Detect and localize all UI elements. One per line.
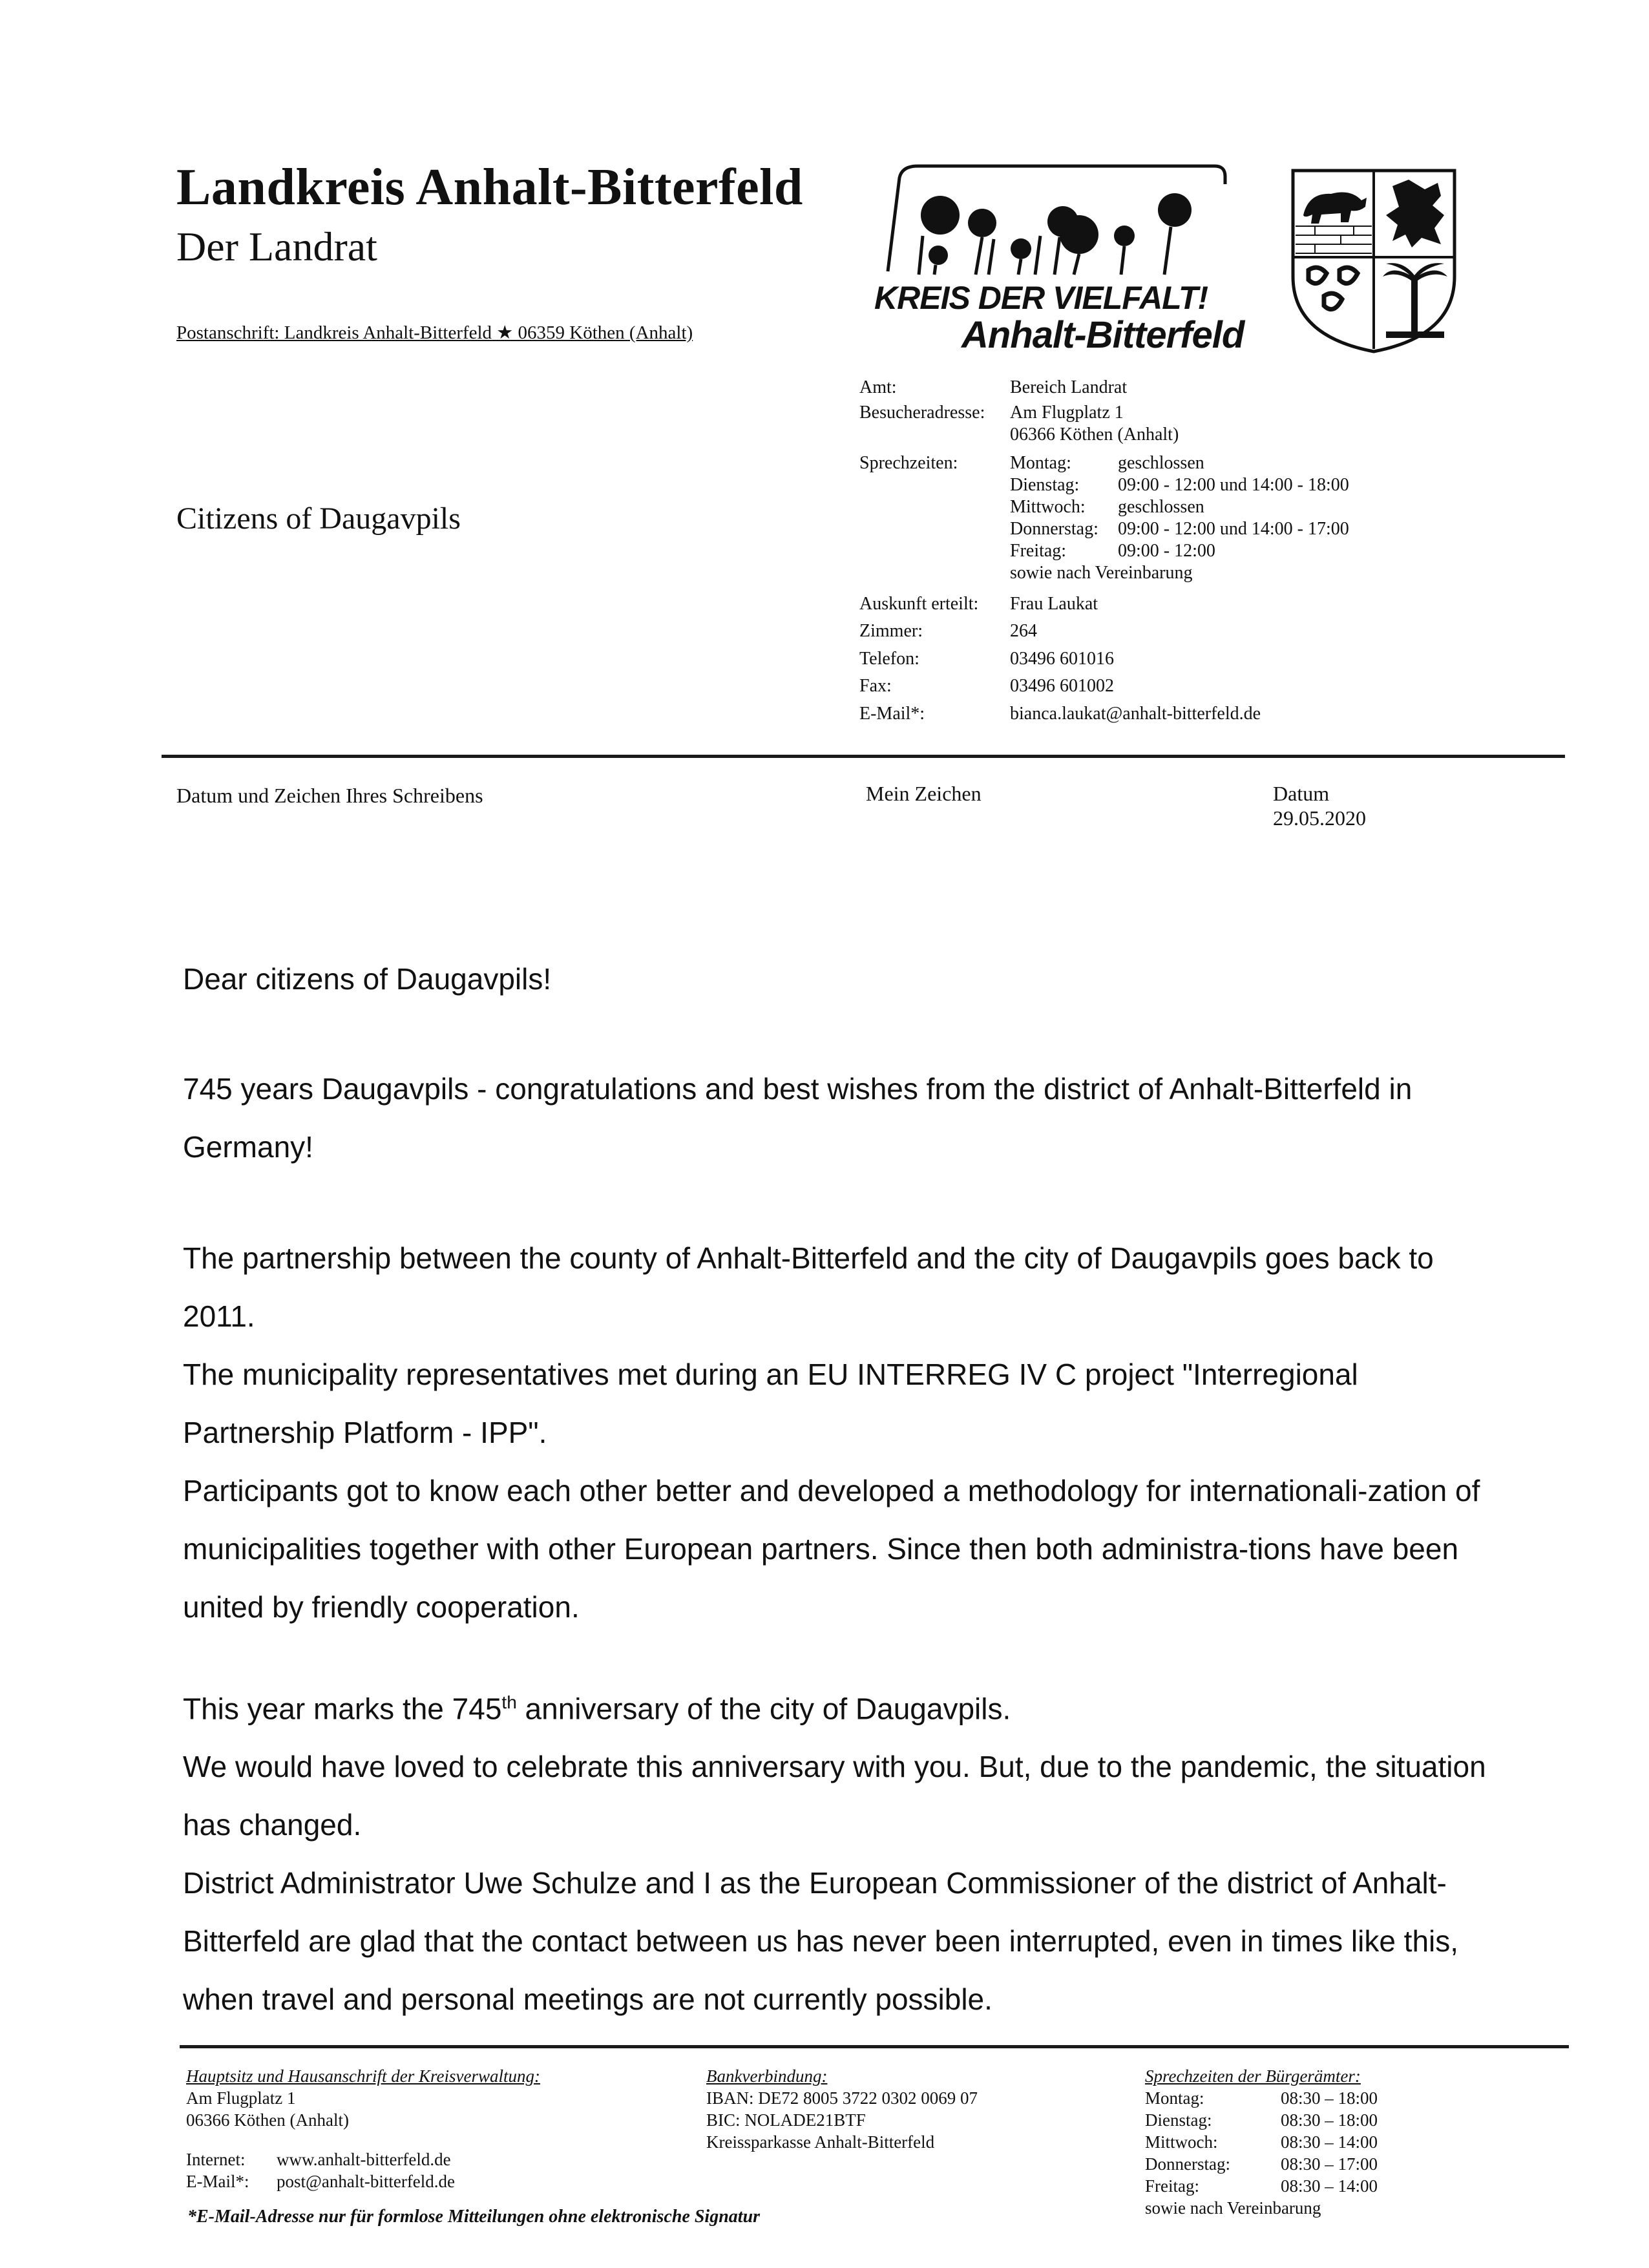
anniversary-text-rest: anniversary of the city of Daugavpils. — [516, 1692, 1011, 1726]
organization-subtitle: Der Landrat — [176, 224, 377, 269]
office-hours-day: Donnerstag: — [1145, 2154, 1230, 2174]
paragraph-2 — [183, 1229, 1495, 1636]
bank-iban: IBAN: DE72 8005 3722 0302 0069 07 — [706, 2088, 978, 2108]
paragraph-3-line-2: We would have loved to celebrate this anniversary with you. But, due to the pandemic, the situation has changed. — [183, 1750, 1486, 1842]
visitor-address-line2: 06366 Köthen (Anhalt) — [1010, 425, 1179, 445]
office-hours-note: sowie nach Vereinbarung — [1145, 2198, 1321, 2218]
coat-of-arms-icon — [1289, 167, 1458, 354]
postal-address: Postanschrift: Landkreis Anhalt-Bitterfeld ★ 06359 Köthen (Anhalt) — [176, 322, 693, 343]
salutation: Dear citizens of Daugavpils! — [183, 962, 552, 996]
paragraph-3-line-1 — [183, 1674, 1495, 1738]
hours-day: Freitag: — [1010, 541, 1067, 561]
contact-person-value: Frau Laukat — [1010, 594, 1098, 614]
fax-label: Fax: — [859, 676, 892, 696]
email-disclaimer: *E-Mail-Adresse nur für formlose Mitteilungen ohne elektronische Signatur — [187, 2207, 761, 2227]
visitor-address-line1: Am Flugplatz 1 — [1010, 403, 1124, 423]
email-label: E-Mail*: — [859, 704, 925, 724]
date-label: Datum — [1273, 782, 1330, 805]
contact-person-label: Auskunft erteilt: — [859, 594, 979, 614]
hours-time: geschlossen — [1118, 453, 1204, 473]
office-hours-time: 08:30 – 18:00 — [1281, 2088, 1378, 2108]
office-hours-time: 08:30 – 14:00 — [1281, 2132, 1378, 2152]
office-hours-time: 08:30 – 18:00 — [1281, 2110, 1378, 2130]
organization-name: Landkreis Anhalt-Bitterfeld — [176, 159, 803, 216]
phone-label: Telefon: — [859, 649, 919, 669]
hq-address-line2: 06366 Köthen (Anhalt) — [186, 2110, 349, 2130]
hours-day: Mittwoch: — [1010, 497, 1086, 517]
visitor-address-label: Besucheradresse: — [859, 403, 985, 423]
fax-value: 03496 601002 — [1010, 676, 1114, 696]
bank-name: Kreissparkasse Anhalt-Bitterfeld — [706, 2132, 935, 2152]
citizen-office-heading: Sprechzeiten der Bürgerämter: — [1145, 2066, 1361, 2086]
recipient-name: Citizens of Daugavpils — [176, 501, 461, 536]
footer-email-label: E-Mail*: — [186, 2172, 249, 2191]
paragraph-3-line-3: District Administrator Uwe Schulze and I as the European Commissioner of the district of Anhalt-Bitterfeld are glad that the contact between us has never been interrupted, even in times like this, when travel and personal meetings are not currently possible. — [183, 1866, 1459, 2017]
my-reference: Mein Zeichen — [866, 782, 982, 805]
paragraph-2-line-3: Participants got to know each other better and developed a methodology for internationali-zation of municipalities together with other European partners. Since then both administra-tions have been united by friendly cooperation. — [183, 1474, 1480, 1624]
footer-email-link[interactable]: post@anhalt-bitterfeld.de — [277, 2172, 456, 2191]
office-hours-day: Freitag: — [1145, 2176, 1199, 2196]
department-value: Bereich Landrat — [1010, 377, 1128, 397]
hours-time: 09:00 - 12:00 und 14:00 - 17:00 — [1118, 519, 1349, 539]
header-divider — [162, 755, 1565, 758]
room-label: Zimmer: — [859, 621, 923, 641]
bank-bic: BIC: NOLADE21BTF — [706, 2110, 866, 2130]
hours-time: 09:00 - 12:00 und 14:00 - 18:00 — [1118, 475, 1349, 495]
office-hours-day: Montag: — [1145, 2088, 1204, 2108]
hq-heading: Hauptsitz und Hausanschrift der Kreisverwaltung: — [186, 2066, 541, 2086]
office-hours-day: Dienstag: — [1145, 2110, 1212, 2130]
office-hours-time: 08:30 – 17:00 — [1281, 2154, 1378, 2174]
department-label: Amt: — [859, 377, 897, 397]
date-value: 29.05.2020 — [1273, 806, 1366, 830]
footer-divider — [180, 2045, 1569, 2048]
hours-day: Dienstag: — [1010, 475, 1080, 495]
room-value: 264 — [1010, 621, 1037, 641]
office-hours-day: Mittwoch: — [1145, 2132, 1218, 2152]
email-value: bianca.laukat@anhalt-bitterfeld.de — [1010, 704, 1261, 724]
paragraph-2-line-1: The partnership between the county of Anhalt-Bitterfeld and the city of Daugavpils goes back to 2011. — [183, 1241, 1434, 1333]
hours-note: sowie nach Vereinbarung — [1010, 563, 1193, 583]
hq-address-line1: Am Flugplatz 1 — [186, 2088, 296, 2108]
ordinal-suffix: th — [501, 1692, 517, 1712]
hours-time: 09:00 - 12:00 — [1118, 541, 1215, 561]
logo-slogan-line2: Anhalt-Bitterfeld — [961, 314, 1245, 356]
phone-value: 03496 601016 — [1010, 649, 1114, 669]
internet-link[interactable]: www.anhalt-bitterfeld.de — [277, 2150, 451, 2169]
office-hours-time: 08:30 – 14:00 — [1281, 2176, 1378, 2196]
paragraph-2-line-2: The municipality representatives met during an EU INTERREG IV C project "Interregional Partnership Platform - IPP". — [183, 1358, 1358, 1449]
internet-label: Internet: — [186, 2150, 246, 2169]
paragraph-3 — [183, 1674, 1495, 2028]
paragraph-1: 745 years Daugavpils - congratulations and best wishes from the district of Anhalt-Bitterfeld in Germany! — [183, 1072, 1413, 1164]
hours-day: Donnerstag: — [1010, 519, 1098, 539]
logo-slogan-line1: KREIS DER VIELFALT! — [874, 280, 1208, 316]
hours-time: geschlossen — [1118, 497, 1204, 517]
hours-day: Montag: — [1010, 453, 1071, 473]
your-letter-reference: Datum und Zeichen Ihres Schreibens — [176, 784, 483, 807]
office-hours-label: Sprechzeiten: — [859, 453, 958, 473]
anniversary-text: This year marks the 745 — [183, 1692, 502, 1726]
bank-heading: Bankverbindung: — [706, 2066, 828, 2086]
